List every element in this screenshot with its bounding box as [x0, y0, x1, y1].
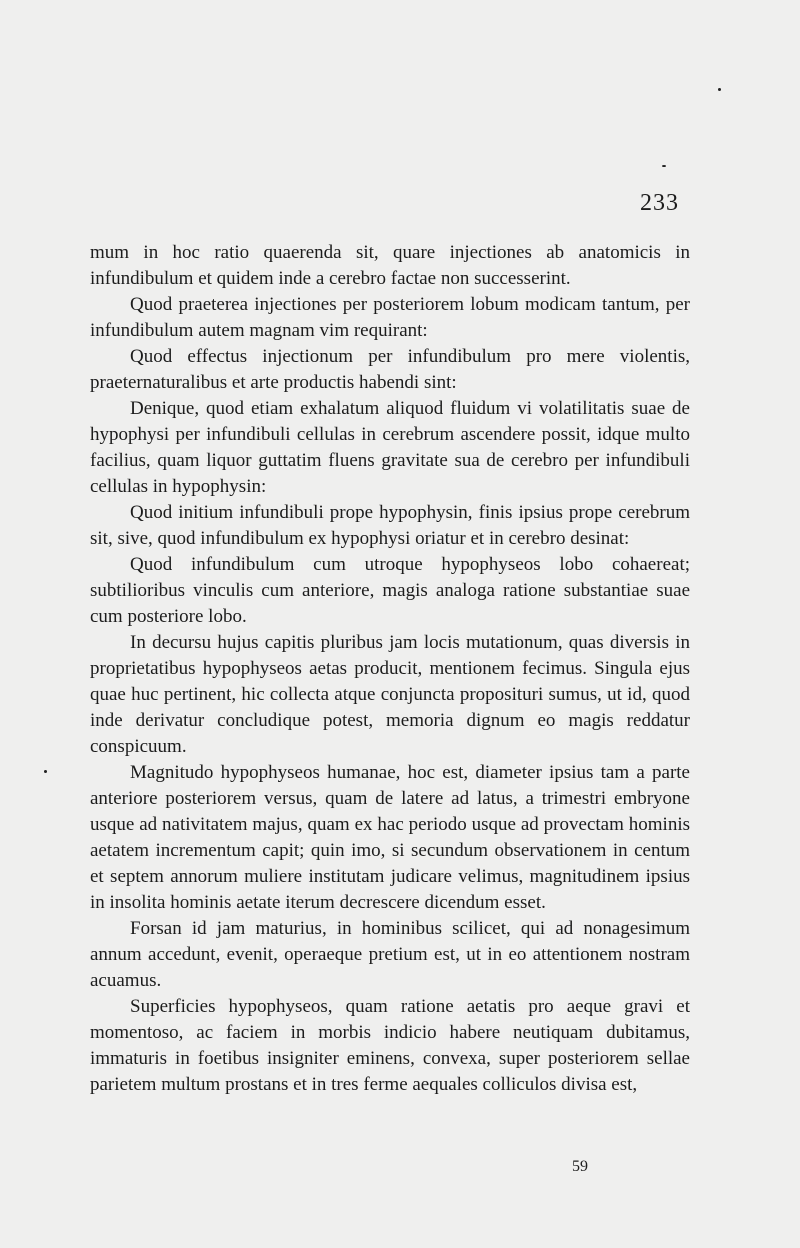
paper-speck — [44, 770, 47, 773]
signature-mark: 59 — [572, 1158, 588, 1175]
paragraph: Quod praeterea injectiones per posteriorem lobum modicam tantum, per infundibulum autem magnam vim requirant: — [90, 294, 690, 341]
paragraph: Superficies hypophyseos, quam ratione aetatis pro aeque gravi et momentoso, ac faciem in morbis indicio habere neutiquam dubitamus, immaturis in foetibus insigniter eminens, convexa, super posteriorem sellae parietem multum prostans et in tres ferme aequales colliculos divisa est, — [90, 996, 690, 1095]
paragraph: mum in hoc ratio quaerenda sit, quare injectiones ab anatomicis in infundibulum et quidem inde a cerebro factae non successerint. — [90, 242, 690, 289]
paper-speck — [662, 165, 666, 167]
paper-speck — [718, 88, 721, 91]
paragraph: Quod initium infundibuli prope hypophysin, finis ipsius prope cerebrum sit, sive, quod infundibulum ex hypophysi oriatur et in cerebro desinat: — [90, 502, 690, 549]
paragraph: Quod effectus injectionum per infundibulum pro mere violentis, praeternaturalibus et arte productis habendi sint: — [90, 346, 690, 393]
paragraph: Denique, quod etiam exhalatum aliquod fluidum vi volatilitatis suae de hypophysi per infundibuli cellulas in cerebrum ascendere possit, idque multo facilius, quam liquor guttatim fluens gravitate sua de cerebro per infundibuli cellulas in hypophysin: — [90, 398, 690, 497]
paragraph: Magnitudo hypophyseos humanae, hoc est, diameter ipsius tam a parte anteriore posteriorem versus, quam de latere ad latus, a trimestri embryone usque ad nativitatem majus, quam ex hac periodo usque ad provectam hominis aetatem incrementum capit; quin imo, si secundum observationem in centum et septem annorum muliere institutam judicare velimus, magnitudinem ipsius in insolita hominis aetate iterum decrescere dicendum esset. — [90, 762, 690, 913]
page-number: 233 — [640, 190, 679, 216]
paragraph: Quod infundibulum cum utroque hypophyseos lobo cohaereat; subtilioribus vinculis cum anteriore, magis analoga ratione substantiae suae cum posteriore lobo. — [90, 554, 690, 627]
paragraph: In decursu hujus capitis pluribus jam locis mutationum, quas diversis in proprietatibus hypophyseos aetas producit, mentionem fecimus. Singula ejus quae huc pertinent, hic collecta atque conjuncta propositurі sumus, ut id, quod inde derivatur concludique potest, memoria dignum eo magis reddatur conspicuum. — [90, 632, 690, 757]
paragraph: Forsan id jam maturius, in hominibus scilicet, qui ad nonagesimum annum accedunt, evenit, operaeque pretium est, ut in eo attentionem nostram acuamus. — [90, 918, 690, 991]
body-text — [90, 240, 690, 1098]
